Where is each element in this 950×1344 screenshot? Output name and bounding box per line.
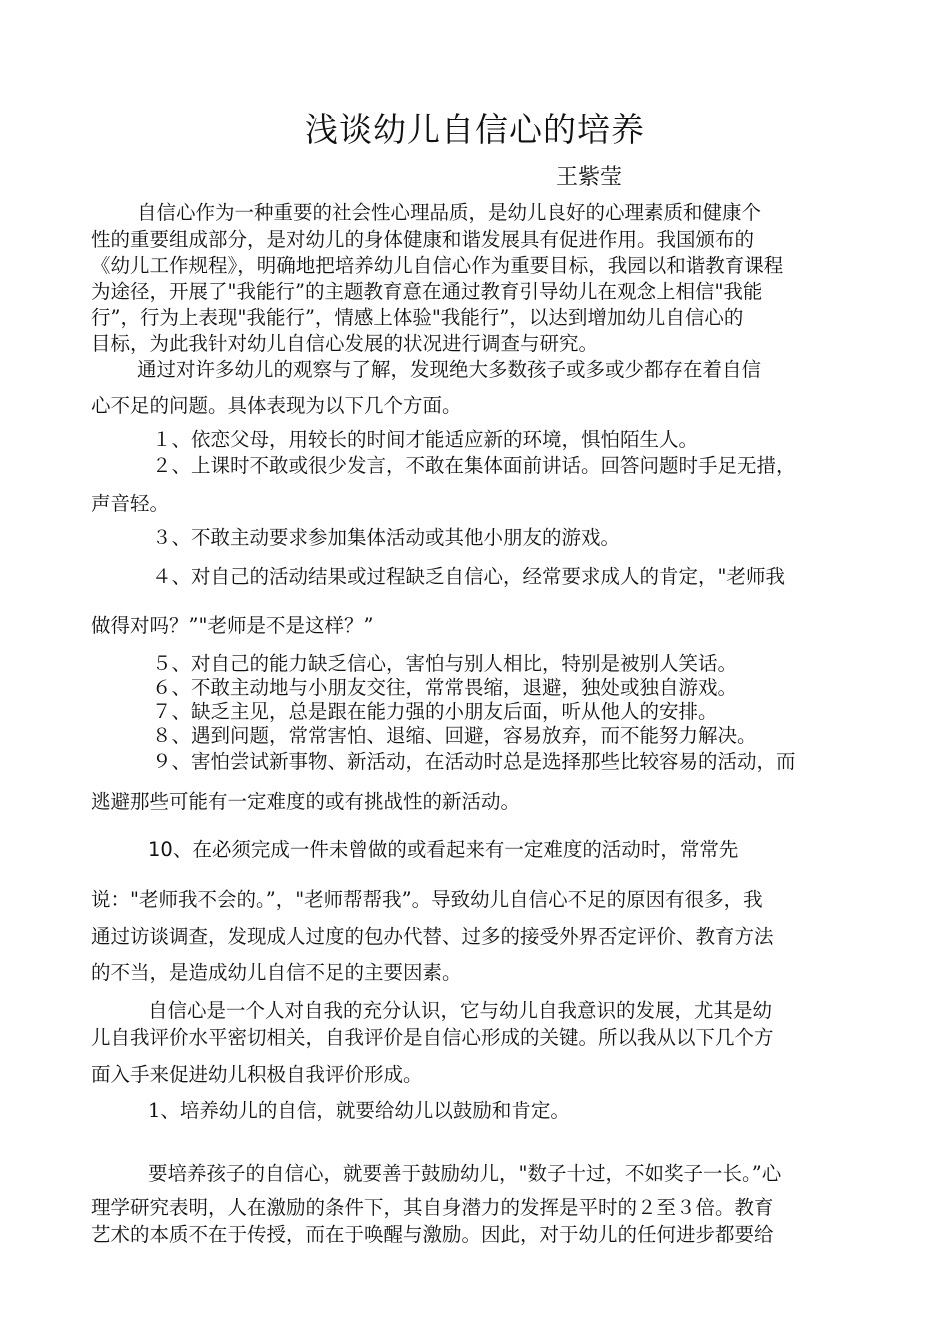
- paragraph-line: 心不足的问题。具体表现为以下几个方面。: [91, 394, 462, 417]
- list-item-line: ８、遇到问题，常常害怕、退缩、回避，容易放弃，而不能努力解决。: [152, 724, 757, 747]
- list-item-line: 声音轻。: [91, 492, 170, 515]
- list-item-line: ７、缺乏主见，总是跟在能力强的小朋友后面，听从他人的安排。: [152, 700, 718, 723]
- paragraph-line: 目标，为此我针对幼儿自信心发展的状况进行调查与研究。: [91, 332, 599, 355]
- list-item-line: １、依恋父母，用较长的时间才能适应新的环境，惧怕陌生人。: [152, 428, 699, 451]
- list-item-line: ９、害怕尝试新事物、新活动，在活动时总是选择那些比较容易的活动，而: [152, 750, 796, 773]
- list-item-line: 10、在必须完成一件未曾做的或看起来有一定难度的活动时，常常先: [148, 838, 739, 861]
- paragraph-line: 面入手来促进幼儿积极自我评价形成。: [91, 1063, 423, 1086]
- paragraph-line: 理学研究表明，人在激励的条件下，其自身潜力的发挥是平时的２至３倍。教育: [91, 1196, 774, 1219]
- paragraph-line: 自信心作为一种重要的社会性心理品质，是幼儿良好的心理素质和健康个: [137, 201, 762, 224]
- paragraph-line: 自信心是一个人对自我的充分认识，它与幼儿自我意识的发展，尤其是幼: [148, 999, 773, 1022]
- paragraph-line: 行”，行为上表现"我能行”，情感上体验"我能行”，以达到增加幼儿自信心的: [91, 306, 744, 329]
- paragraph-line: 通过访谈调查，发现成人过度的包办代替、过多的接受外界否定评价、教育方法: [91, 925, 774, 948]
- paragraph-line: 要培养孩子的自信心，就要善于鼓励幼儿，"数子十过，不如奖子一长。”心: [148, 1162, 782, 1185]
- paragraph-line: 艺术的本质不在于传授，而在于唤醒与激励。因此，对于幼儿的任何进步都要给: [91, 1223, 774, 1246]
- paragraph-line: 通过对许多幼儿的观察与了解，发现绝大多数孩子或多或少都存在着自信: [137, 358, 762, 381]
- paragraph-line: 的不当，是造成幼儿自信不足的主要因素。: [91, 961, 462, 984]
- list-item-line: ２、上课时不敢或很少发言，不敢在集体面前讲话。回答问题时手足无措，: [152, 454, 796, 477]
- section-heading: 1、培养幼儿的自信，就要给幼儿以鼓励和肯定。: [148, 1099, 570, 1122]
- paragraph-line: 《幼儿工作规程》，明确地把培养幼儿自信心作为重要目标，我园以和谐教育课程: [91, 254, 784, 277]
- paragraph-line: 儿自我评价水平密切相关，自我评价是自信心形成的关键。所以我从以下几个方: [91, 1026, 774, 1049]
- paragraph-line: 性的重要组成部分，是对幼儿的身体健康和谐发展具有促进作用。我国颁布的: [91, 228, 755, 251]
- document-title: 浅谈幼儿自信心的培养: [305, 110, 645, 149]
- list-item-line: ３、不敢主动要求参加集体活动或其他小朋友的游戏。: [152, 526, 621, 549]
- paragraph-line: 为途径，开展了"我能行”的主题教育意在通过教育引导幼儿在观念上相信"我能: [91, 280, 763, 303]
- list-item-line: 逃避那些可能有一定难度的或有挑战性的新活动。: [91, 790, 521, 813]
- list-item-line: ４、对自己的活动结果或过程缺乏自信心，经常要求成人的肯定，"老师我: [152, 565, 785, 588]
- list-item-line: ５、对自己的能力缺乏信心，害怕与别人相比，特别是被别人笑话。: [152, 652, 738, 675]
- document-author: 王紫莹: [556, 165, 623, 190]
- list-item-line: ６、不敢主动地与小朋友交往，常常畏缩，退避，独处或独自游戏。: [152, 676, 738, 699]
- list-item-line: 做得对吗？”"老师是不是这样？”: [91, 614, 374, 637]
- paragraph-line: 说："老师我不会的。”，"老师帮帮我”。导致幼儿自信心不足的原因有很多，我: [91, 888, 763, 911]
